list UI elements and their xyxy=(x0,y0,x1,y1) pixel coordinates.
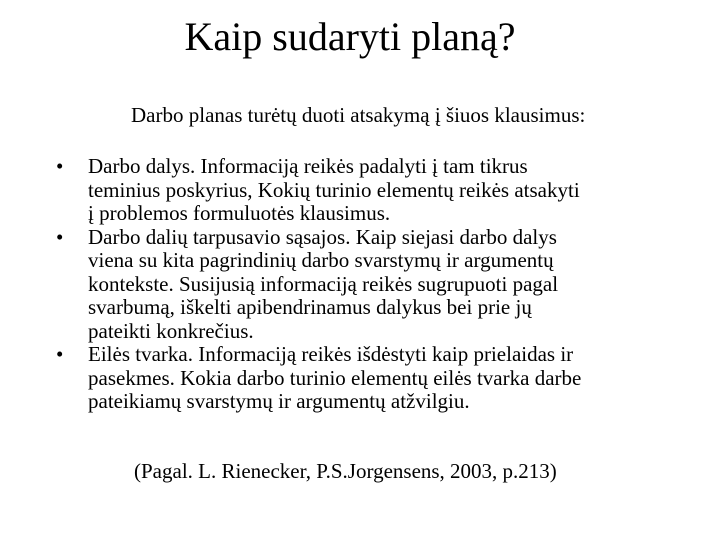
bullet-line: Eilės tvarka. Informaciją reikės išdėstyti kaip prielaidas ir xyxy=(88,342,574,366)
bullet-list xyxy=(56,155,696,414)
bullet-dot-icon: • xyxy=(56,342,64,366)
bullet-line: pasekmes. Kokia darbo turinio elementų eilės tvarka darbe xyxy=(88,365,582,390)
bullet-line: teminius poskyrius, Kokių turinio elementų reikės atsakyti xyxy=(88,177,580,202)
bullet-dot-icon: • xyxy=(56,154,64,178)
bullet-line: pateikiamų svarstymų ir argumentų atžvilgiu. xyxy=(88,389,470,413)
bullet-line: į problemos formuluotės klausimus. xyxy=(88,201,391,225)
bullet-item-eiles-tvarka xyxy=(56,343,696,414)
bullet-dot-icon: • xyxy=(56,224,64,249)
bullet-line: Darbo dalys. Informaciją reikės padalyti į tam tikrus xyxy=(88,154,528,178)
citation-text: (Pagal. L. Rienecker, P.S.Jorgensens, 2003, p.213) xyxy=(134,459,557,483)
bullet-line: kontekste. Susijusią informaciją reikės sugrupuoti pagal xyxy=(88,271,559,296)
intro-text: Darbo planas turėtų duoti atsakymą į šiuos klausimus: xyxy=(131,103,586,127)
bullet-line: viena su kita pagrindinių darbo svarstymų ir argumentų xyxy=(88,248,554,272)
bullet-line: svarbumą, iškelti apibendrinamus dalykus bei prie jų xyxy=(88,295,532,319)
bullet-item-darbo-dalys xyxy=(56,155,696,226)
bullet-item-sasajos xyxy=(56,226,696,344)
bullet-line: Darbo dalių tarpusavio sąsajos. Kaip siejasi darbo dalys xyxy=(88,224,557,249)
bullet-line: pateikti konkrečius. xyxy=(88,318,254,343)
slide-title: Kaip sudaryti planą? xyxy=(184,14,516,59)
